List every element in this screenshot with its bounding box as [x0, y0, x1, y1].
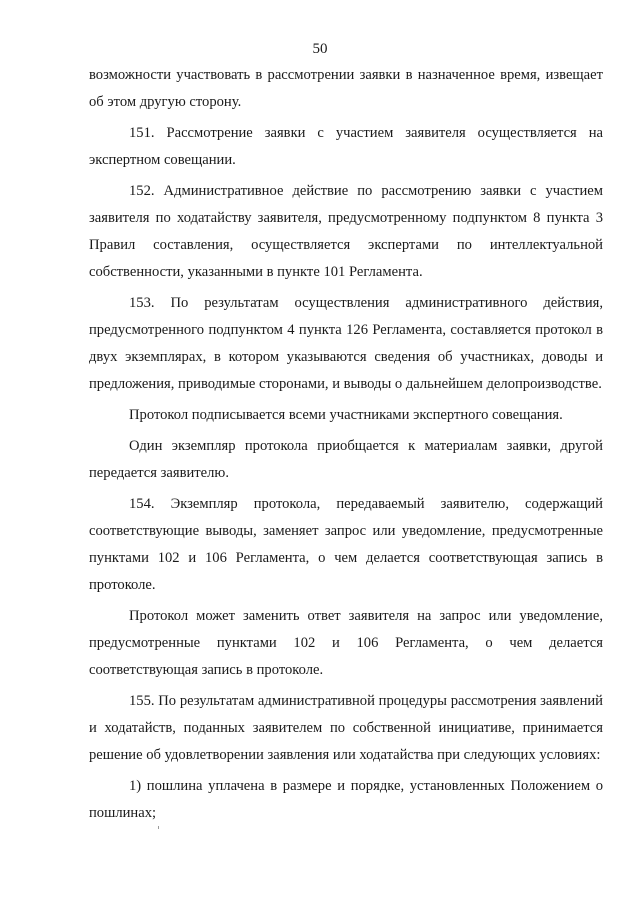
paragraph-153: 153. По результатам осуществления административного действия, предусмотренного подпунктом 4 пункта 126 Регламента, составляется протокол в двух экземплярах, в котором указываются сведения об участниках, доводы и предложения, приводимые сторонами, и выводы о дальнейшем делопроизводстве.	[89, 295, 603, 392]
paragraph-condition-1: 1) пошлина уплачена в размере и порядке, установленных Положением о пошлинах;	[89, 778, 603, 821]
paragraph-protocol-copy: Один экземпляр протокола приобщается к материалам заявки, другой передается заявителю.	[89, 438, 603, 481]
paragraph-152: 152. Административное действие по рассмотрению заявки с участием заявителя по ходатайству заявителя, предусмотренному подпунктом 8 пункта 3 Правил составления, осуществляется экспертами по интеллектуальной собственности, указанными в пункте 101 Регламента.	[89, 183, 603, 280]
paragraph-protocol-signing: Протокол подписывается всеми участниками экспертного совещания.	[129, 407, 563, 423]
scan-speck	[158, 826, 159, 829]
paragraph-protocol-replace: Протокол может заменить ответ заявителя на запрос или уведомление, предусмотренные пунктами 102 и 106 Регламента, о чем делается соответствующая запись в протоколе.	[89, 608, 603, 678]
paragraph-continuation: возможности участвовать в рассмотрении заявки в назначенное время, извещает об этом другую сторону.	[89, 67, 603, 110]
page-number: 50	[312, 41, 328, 57]
paragraph-154: 154. Экземпляр протокола, передаваемый заявителю, содержащий соответствующие выводы, заменяет запрос или уведомление, предусмотренные пунктами 102 и 106 Регламента, о чем делается соответствующая запись в протоколе.	[89, 496, 603, 593]
paragraph-151: 151. Рассмотрение заявки с участием заявителя осуществляется на экспертном совещании.	[89, 125, 603, 168]
paragraph-155: 155. По результатам административной процедуры рассмотрения заявлений и ходатайств, поданных заявителем по собственной инициативе, принимается решение об удовлетворении заявления или ходатайства при следующих условиях:	[89, 693, 603, 763]
document-body	[89, 62, 603, 827]
